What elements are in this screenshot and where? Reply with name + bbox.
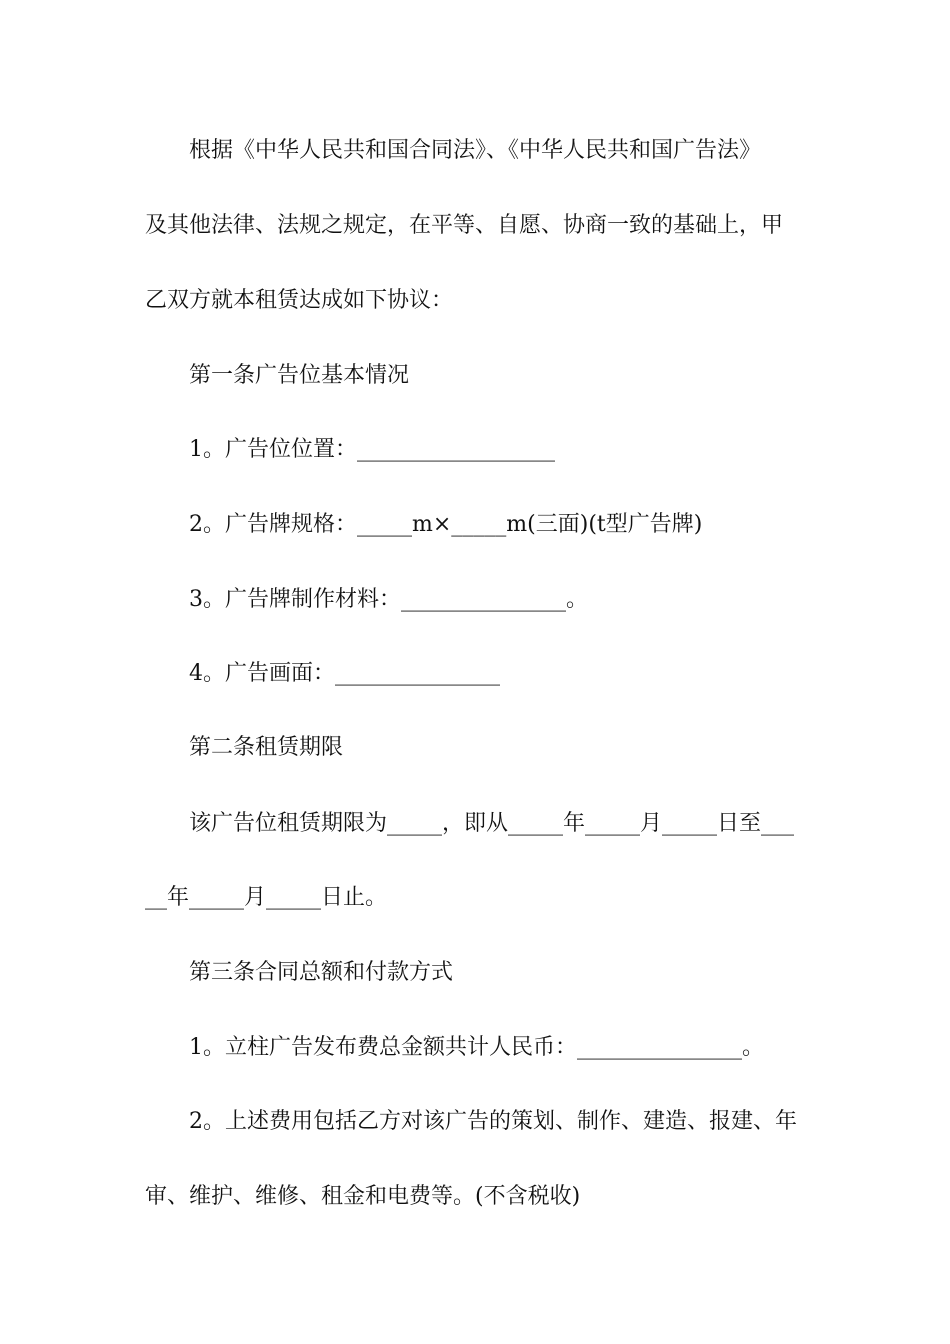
article-1-item-4: 4。广告画面：_______________ (189, 661, 500, 686)
article-1-item-2: 2。广告牌规格：_____m×_____m(三面)(t型广告牌) (189, 512, 703, 537)
article-1-item-3: 3。广告牌制作材料：_______________。 (189, 587, 588, 612)
paragraph-intro-line-1: 根据《中华人民共和国合同法》、《中华人民共和国广告法》 (189, 138, 762, 163)
article-2-heading: 第二条租赁期限 (189, 735, 344, 760)
article-3-item-1: 1。立柱广告发布费总金额共计人民币：_______________。 (189, 1035, 764, 1060)
article-1-item-1: 1。广告位位置：__________________ (189, 437, 555, 462)
paragraph-intro-line-3: 乙双方就本租赁达成如下协议： (145, 288, 454, 313)
article-1-heading: 第一条广告位基本情况 (189, 363, 410, 388)
paragraph-intro-line-2: 及其他法律、法规之规定，在平等、自愿、协商一致的基础上，甲 (145, 213, 784, 238)
article-2-text-line-1: 该广告位租赁期限为_____，即从_____年_____月_____日至___ (189, 811, 795, 836)
article-3-heading: 第三条合同总额和付款方式 (189, 960, 454, 985)
article-2-text-line-2: __年_____月_____日止。 (145, 885, 388, 910)
article-3-item-2-line-1: 2。上述费用包括乙方对该广告的策划、制作、建造、报建、年 (189, 1109, 797, 1134)
article-3-item-2-line-2: 审、维护、维修、租金和电费等。(不含税收) (145, 1184, 581, 1209)
